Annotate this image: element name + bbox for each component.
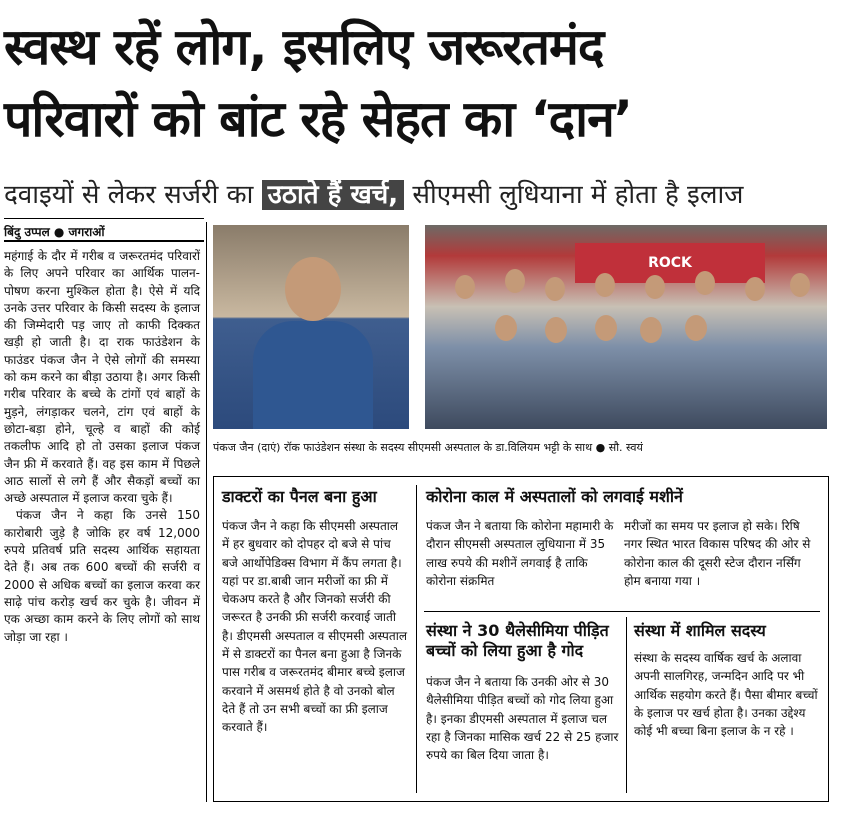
person-head (495, 315, 517, 341)
person-head (595, 315, 617, 341)
column-divider (206, 222, 207, 802)
person-head (685, 315, 707, 341)
paragraph-2: पंकज जैन ने कहा कि उनसे 150 कारोबारी जुड़े है जोकि हर वर्ष 12,000 रुपये प्रतिवर्ष प्रति सदस्य आर्थिक सहायता देते हैं। अब तक 600 बच्चों की सर्जरी व 2000 से अधिक बच्चों का इलाज करवा कर साढ़े पांच करोड़ खर्च कर चुके है। जीवन में एक अच्छा काम करने के लिए लोगों को साथ जोड़ा जा रहा । (4, 508, 200, 644)
box-divider-vertical-2 (626, 617, 627, 793)
person-head (790, 273, 810, 297)
info-box (213, 476, 829, 802)
photo-banner: ROCK (575, 243, 765, 283)
box1-text: पंकज जैन ने कहा कि सीएमसी अस्पताल में हर बुधवार को दोपहर दो बजे से पांच बजे आर्थोपेडिक्स विभाग में कैंप लगता है। यहां पर डा.बाबी जान मरीजों का फ्री में चेकअप करते है और जिनको सर्जरी की जरूरत है उनकी फ्री सर्जरी करवाई जाती है। डीएमसी अस्पताल व सीएमसी अस्पताल में से डाक्टरों का पैनल बना हुआ है जिनके पास गरीब व जरूरतमंद बीमार बच्चे इलाज करवाने में असमर्थ होते है वो उनको बोल देते हैं तो उन सभी बच्चों का फ्री इलाज करवाते हैं। (222, 519, 407, 735)
byline-rule (4, 218, 204, 219)
subheadline-highlight: उठाते हैं खर्च, (262, 180, 404, 210)
person-head (695, 271, 715, 295)
headline-line-1: स्वस्थ रहें लोग, इसलिए जरूरतमंद (4, 18, 604, 76)
box4-heading: संस्था में शामिल सदस्य (634, 621, 766, 640)
article-column-1 (4, 248, 200, 646)
box2-text-left: पंकज जैन ने बताया कि कोरोना महामारी के दौरान सीएमसी अस्पताल लुधियाना में 35 लाख रुपये की मशीनें लगवाई है ताकि कोरोना संक्रमित (426, 519, 614, 588)
person-face (285, 257, 341, 321)
box3-text: पंकज जैन ने बताया कि उनकी ओर से 30 थैलेसीमिया पीड़ित बच्चों को गोद लिया हुआ है। इनका डीएमसी अस्पताल में इलाज चल रहा है जिनका मासिक खर्च 22 से 25 हजार रुपये का बिल दिया जाता है। (426, 675, 619, 763)
box4-text: संस्था के सदस्य वार्षिक खर्च के अलावा अपनी सालगिरह, जन्मदिन आदि पर भी आर्थिक सहयोग करते हैं। पैसा बीमार बच्चों के इलाज पर खर्च होता है। उनका उद्देश्य कोई भी बच्चा बिना इलाज के न रहे । (634, 651, 818, 739)
byline: बिंदु उप्पल ● जगराओं (4, 225, 105, 239)
box-divider-vertical (416, 485, 417, 793)
person-head (645, 275, 665, 299)
subheadline-before: दवाइयों से लेकर सर्जरी का (4, 180, 254, 210)
subheadline (4, 176, 743, 214)
box2-heading: कोरोना काल में अस्पतालों को लगवाई मशीनें (426, 487, 683, 506)
person-head (505, 269, 525, 293)
photo-group (425, 225, 827, 429)
subheadline-after: सीएमसी लुधियाना में होता है इलाज (412, 180, 744, 210)
box3-heading: संस्था ने 30 थैलेसीमिया पीड़ित बच्चों को लिया हुआ है गोद (426, 621, 609, 660)
person-head (595, 273, 615, 297)
photo-pankaj-jain (213, 225, 409, 429)
person-head (455, 275, 475, 299)
headline-line-2: परिवारों को बांट रहे सेहत का ‘दान’ (4, 90, 632, 148)
person-shirt (253, 321, 373, 429)
person-head (745, 277, 765, 301)
box-divider-horizontal (424, 611, 820, 612)
box2-text-right: मरीजों का समय पर इलाज हो सके। रिषि नगर स्थित भारत विकास परिषद की ओर से कोरोना काल की दूसरी स्टेज दौरान नर्सिंग होम बनाया गया । (624, 519, 811, 588)
paragraph-1: महंगाई के दौर में गरीब व जरूरतमंद परिवारों के लिए अपने परिवार का आर्थिक पालन-पोषण करना मुश्किल होता है। ऐसे में यदि उनके उत्तर परिवार के किसी सदस्य के इलाज की जिम्मेदारी पड़ जाए तो काफी दिक्कत खड़ी हो जाती है। दा राक फाउंडेशन के फाउंडर पंकज जैन ने ऐसे लोगों की समस्या को कम करने का बीड़ा उठाया है। अगर किसी गरीब परिवार के बच्चे के टांगों एवं बाहों के मुड़ने, लंगड़ाकर चलने, टांग एवं बाहों के छोटा-बड़ा होने, चूल्हे व बाहों की कोई तकलीफ आदि हो तो उसका इलाज पंकज जैन फ्री में करवाते हैं। वह इस काम में पिछले आठ सालों से लगे हैं और सैकड़ों बच्चों का अच्छे अस्पताल में इलाज करवा चुके हैं। (4, 249, 200, 506)
photo-caption: पंकज जैन (दाएं) रॉक फाउंडेशन संस्था के सदस्य सीएमसी अस्पताल के डा.विलियम भट्टी के साथ ● सौ. स्वयं (213, 441, 643, 454)
person-head (545, 277, 565, 301)
box1-heading: डाक्टरों का पैनल बना हुआ (222, 487, 377, 506)
byline-underline (4, 240, 204, 242)
person-head (545, 317, 567, 343)
person-head (640, 317, 662, 343)
